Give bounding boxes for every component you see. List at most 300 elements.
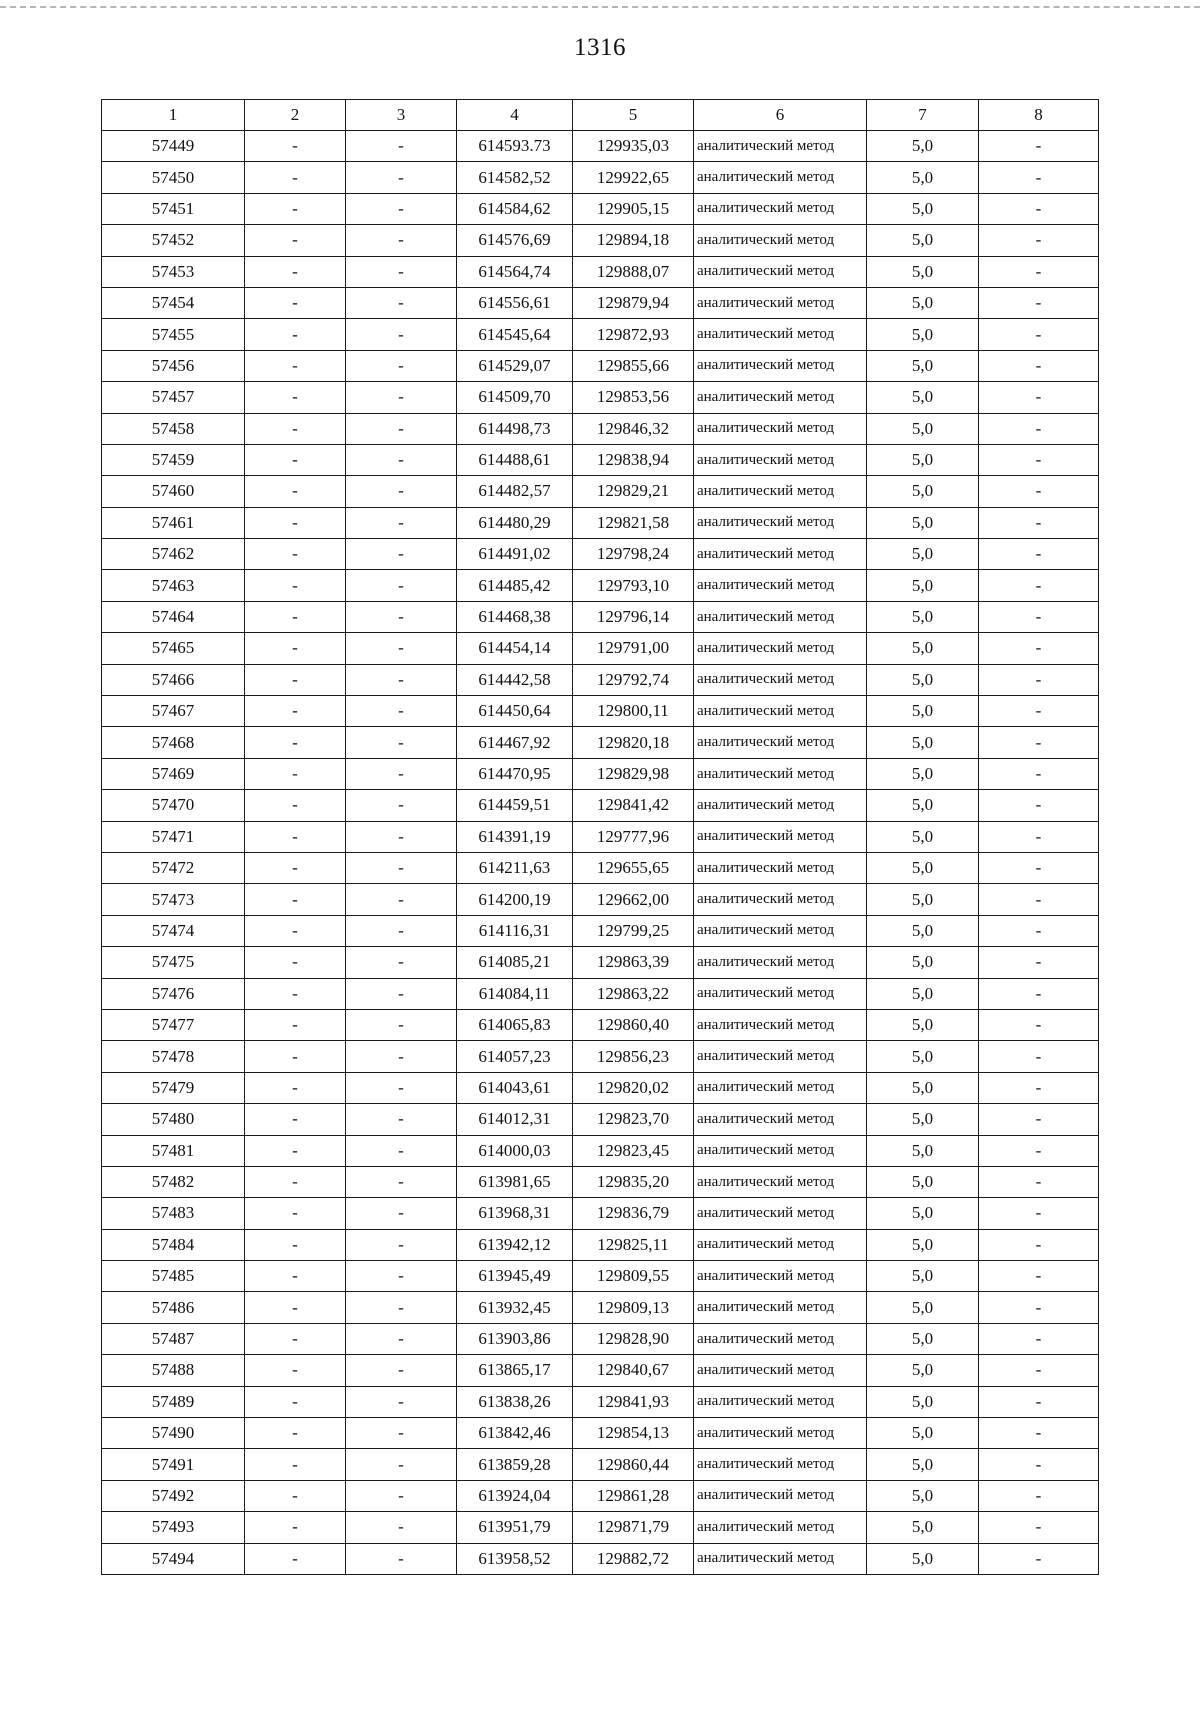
cell-col-3: - xyxy=(346,633,457,664)
cell-accuracy: 5,0 xyxy=(867,1198,979,1229)
cell-y-coordinate: 129841,93 xyxy=(573,1386,694,1417)
cell-col-2: - xyxy=(245,1229,346,1260)
cell-method: аналитический метод xyxy=(694,382,867,413)
cell-method: аналитический метод xyxy=(694,507,867,538)
cell-col-2: - xyxy=(245,915,346,946)
cell-method: аналитический метод xyxy=(694,884,867,915)
cell-method: аналитический метод xyxy=(694,1449,867,1480)
table-row xyxy=(102,915,1099,946)
table-row xyxy=(102,570,1099,601)
cell-col-2: - xyxy=(245,601,346,632)
cell-method: аналитический метод xyxy=(694,225,867,256)
cell-point-number: 57471 xyxy=(102,821,245,852)
cell-col-8: - xyxy=(979,1072,1099,1103)
cell-col-3: - xyxy=(346,1543,457,1574)
cell-point-number: 57485 xyxy=(102,1261,245,1292)
cell-col-8: - xyxy=(979,601,1099,632)
cell-col-2: - xyxy=(245,1135,346,1166)
cell-point-number: 57466 xyxy=(102,664,245,695)
cell-y-coordinate: 129655,65 xyxy=(573,852,694,883)
cell-col-2: - xyxy=(245,947,346,978)
cell-method: аналитический метод xyxy=(694,1323,867,1354)
cell-col-8: - xyxy=(979,758,1099,789)
table-row xyxy=(102,1480,1099,1511)
cell-col-2: - xyxy=(245,570,346,601)
cell-col-8: - xyxy=(979,1166,1099,1197)
cell-y-coordinate: 129860,44 xyxy=(573,1449,694,1480)
cell-col-2: - xyxy=(245,1449,346,1480)
cell-col-8: - xyxy=(979,444,1099,475)
table-row xyxy=(102,225,1099,256)
table-row xyxy=(102,193,1099,224)
cell-col-2: - xyxy=(245,162,346,193)
cell-x-coordinate: 614491,02 xyxy=(457,539,573,570)
cell-accuracy: 5,0 xyxy=(867,476,979,507)
cell-accuracy: 5,0 xyxy=(867,1292,979,1323)
cell-col-2: - xyxy=(245,1480,346,1511)
cell-col-8: - xyxy=(979,1323,1099,1354)
cell-col-8: - xyxy=(979,413,1099,444)
cell-col-8: - xyxy=(979,1135,1099,1166)
table-row xyxy=(102,476,1099,507)
cell-point-number: 57473 xyxy=(102,884,245,915)
cell-accuracy: 5,0 xyxy=(867,1009,979,1040)
cell-col-8: - xyxy=(979,1041,1099,1072)
cell-point-number: 57490 xyxy=(102,1418,245,1449)
table-row xyxy=(102,664,1099,695)
cell-col-8: - xyxy=(979,947,1099,978)
cell-col-3: - xyxy=(346,507,457,538)
cell-col-3: - xyxy=(346,1292,457,1323)
cell-col-2: - xyxy=(245,1072,346,1103)
table-row xyxy=(102,1009,1099,1040)
cell-col-8: - xyxy=(979,476,1099,507)
cell-x-coordinate: 614545,64 xyxy=(457,319,573,350)
column-header-5: 5 xyxy=(573,100,694,131)
cell-col-2: - xyxy=(245,1104,346,1135)
table-row xyxy=(102,1543,1099,1574)
cell-col-2: - xyxy=(245,539,346,570)
cell-x-coordinate: 614084,11 xyxy=(457,978,573,1009)
cell-col-3: - xyxy=(346,727,457,758)
cell-col-2: - xyxy=(245,1323,346,1354)
cell-col-3: - xyxy=(346,131,457,162)
cell-point-number: 57468 xyxy=(102,727,245,758)
column-header-2: 2 xyxy=(245,100,346,131)
cell-col-3: - xyxy=(346,1512,457,1543)
cell-x-coordinate: 614391,19 xyxy=(457,821,573,852)
cell-col-2: - xyxy=(245,319,346,350)
table-row xyxy=(102,1041,1099,1072)
cell-point-number: 57489 xyxy=(102,1386,245,1417)
cell-col-2: - xyxy=(245,225,346,256)
cell-point-number: 57464 xyxy=(102,601,245,632)
cell-y-coordinate: 129791,00 xyxy=(573,633,694,664)
cell-method: аналитический метод xyxy=(694,821,867,852)
cell-col-2: - xyxy=(245,821,346,852)
cell-x-coordinate: 614442,58 xyxy=(457,664,573,695)
cell-col-3: - xyxy=(346,287,457,318)
cell-col-8: - xyxy=(979,539,1099,570)
cell-col-2: - xyxy=(245,350,346,381)
table-row xyxy=(102,1229,1099,1260)
cell-x-coordinate: 614485,42 xyxy=(457,570,573,601)
table-row xyxy=(102,1512,1099,1543)
cell-method: аналитический метод xyxy=(694,539,867,570)
cell-point-number: 57482 xyxy=(102,1166,245,1197)
table-row xyxy=(102,1072,1099,1103)
cell-col-8: - xyxy=(979,225,1099,256)
cell-x-coordinate: 613968,31 xyxy=(457,1198,573,1229)
cell-point-number: 57458 xyxy=(102,413,245,444)
cell-col-3: - xyxy=(346,444,457,475)
cell-point-number: 57461 xyxy=(102,507,245,538)
cell-y-coordinate: 129853,56 xyxy=(573,382,694,413)
cell-point-number: 57492 xyxy=(102,1480,245,1511)
cell-y-coordinate: 129796,14 xyxy=(573,601,694,632)
table-row xyxy=(102,758,1099,789)
table-header xyxy=(102,100,1099,131)
cell-method: аналитический метод xyxy=(694,570,867,601)
cell-col-8: - xyxy=(979,915,1099,946)
cell-accuracy: 5,0 xyxy=(867,350,979,381)
cell-col-3: - xyxy=(346,1418,457,1449)
cell-col-3: - xyxy=(346,319,457,350)
cell-x-coordinate: 614065,83 xyxy=(457,1009,573,1040)
cell-col-2: - xyxy=(245,633,346,664)
cell-accuracy: 5,0 xyxy=(867,633,979,664)
cell-col-3: - xyxy=(346,915,457,946)
cell-method: аналитический метод xyxy=(694,1041,867,1072)
cell-accuracy: 5,0 xyxy=(867,162,979,193)
cell-y-coordinate: 129798,24 xyxy=(573,539,694,570)
cell-method: аналитический метод xyxy=(694,915,867,946)
coordinates-table xyxy=(101,99,1099,1575)
cell-col-8: - xyxy=(979,884,1099,915)
cell-y-coordinate: 129888,07 xyxy=(573,256,694,287)
cell-y-coordinate: 129894,18 xyxy=(573,225,694,256)
cell-point-number: 57479 xyxy=(102,1072,245,1103)
cell-point-number: 57465 xyxy=(102,633,245,664)
cell-x-coordinate: 614459,51 xyxy=(457,790,573,821)
cell-point-number: 57457 xyxy=(102,382,245,413)
cell-point-number: 57460 xyxy=(102,476,245,507)
table-row xyxy=(102,727,1099,758)
cell-method: аналитический метод xyxy=(694,287,867,318)
cell-y-coordinate: 129823,45 xyxy=(573,1135,694,1166)
cell-accuracy: 5,0 xyxy=(867,1166,979,1197)
cell-method: аналитический метод xyxy=(694,256,867,287)
cell-y-coordinate: 129856,23 xyxy=(573,1041,694,1072)
cell-col-2: - xyxy=(245,1261,346,1292)
cell-accuracy: 5,0 xyxy=(867,727,979,758)
table-row xyxy=(102,287,1099,318)
table-row xyxy=(102,852,1099,883)
cell-y-coordinate: 129846,32 xyxy=(573,413,694,444)
table-body xyxy=(102,131,1099,1575)
cell-x-coordinate: 613981,65 xyxy=(457,1166,573,1197)
table-row xyxy=(102,256,1099,287)
cell-col-2: - xyxy=(245,727,346,758)
cell-col-3: - xyxy=(346,1229,457,1260)
cell-point-number: 57470 xyxy=(102,790,245,821)
cell-col-2: - xyxy=(245,978,346,1009)
cell-x-coordinate: 614593.73 xyxy=(457,131,573,162)
cell-accuracy: 5,0 xyxy=(867,1386,979,1417)
cell-col-2: - xyxy=(245,413,346,444)
column-header-1: 1 xyxy=(102,100,245,131)
cell-x-coordinate: 614085,21 xyxy=(457,947,573,978)
table-row xyxy=(102,1386,1099,1417)
cell-method: аналитический метод xyxy=(694,444,867,475)
cell-method: аналитический метод xyxy=(694,1135,867,1166)
cell-point-number: 57450 xyxy=(102,162,245,193)
cell-accuracy: 5,0 xyxy=(867,319,979,350)
cell-x-coordinate: 614482,57 xyxy=(457,476,573,507)
cell-method: аналитический метод xyxy=(694,696,867,727)
cell-point-number: 57488 xyxy=(102,1355,245,1386)
cell-y-coordinate: 129809,55 xyxy=(573,1261,694,1292)
cell-accuracy: 5,0 xyxy=(867,507,979,538)
cell-accuracy: 5,0 xyxy=(867,287,979,318)
cell-accuracy: 5,0 xyxy=(867,1261,979,1292)
cell-method: аналитический метод xyxy=(694,1418,867,1449)
table-row xyxy=(102,1261,1099,1292)
cell-col-2: - xyxy=(245,1418,346,1449)
cell-accuracy: 5,0 xyxy=(867,978,979,1009)
cell-point-number: 57454 xyxy=(102,287,245,318)
table-row xyxy=(102,633,1099,664)
cell-col-2: - xyxy=(245,1512,346,1543)
cell-method: аналитический метод xyxy=(694,978,867,1009)
cell-y-coordinate: 129820,18 xyxy=(573,727,694,758)
cell-col-3: - xyxy=(346,664,457,695)
cell-method: аналитический метод xyxy=(694,1386,867,1417)
cell-point-number: 57491 xyxy=(102,1449,245,1480)
cell-x-coordinate: 613951,79 xyxy=(457,1512,573,1543)
cell-col-2: - xyxy=(245,884,346,915)
cell-col-8: - xyxy=(979,1543,1099,1574)
cell-col-2: - xyxy=(245,1543,346,1574)
cell-accuracy: 5,0 xyxy=(867,1041,979,1072)
cell-col-8: - xyxy=(979,319,1099,350)
cell-method: аналитический метод xyxy=(694,1009,867,1040)
cell-col-8: - xyxy=(979,287,1099,318)
cell-x-coordinate: 614467,92 xyxy=(457,727,573,758)
cell-point-number: 57478 xyxy=(102,1041,245,1072)
cell-point-number: 57462 xyxy=(102,539,245,570)
cell-y-coordinate: 129799,25 xyxy=(573,915,694,946)
cell-col-8: - xyxy=(979,193,1099,224)
cell-col-3: - xyxy=(346,852,457,883)
cell-method: аналитический метод xyxy=(694,1104,867,1135)
cell-col-3: - xyxy=(346,1041,457,1072)
cell-col-3: - xyxy=(346,382,457,413)
cell-point-number: 57481 xyxy=(102,1135,245,1166)
cell-accuracy: 5,0 xyxy=(867,790,979,821)
cell-col-2: - xyxy=(245,664,346,695)
cell-col-3: - xyxy=(346,978,457,1009)
cell-col-2: - xyxy=(245,1355,346,1386)
cell-y-coordinate: 129922,65 xyxy=(573,162,694,193)
cell-point-number: 57469 xyxy=(102,758,245,789)
cell-col-8: - xyxy=(979,978,1099,1009)
cell-point-number: 57472 xyxy=(102,852,245,883)
cell-x-coordinate: 614450,64 xyxy=(457,696,573,727)
table-row xyxy=(102,947,1099,978)
cell-col-8: - xyxy=(979,1449,1099,1480)
cell-col-3: - xyxy=(346,1480,457,1511)
cell-point-number: 57480 xyxy=(102,1104,245,1135)
table-row xyxy=(102,382,1099,413)
cell-method: аналитический метод xyxy=(694,350,867,381)
cell-col-3: - xyxy=(346,821,457,852)
cell-col-8: - xyxy=(979,1418,1099,1449)
cell-x-coordinate: 613942,12 xyxy=(457,1229,573,1260)
cell-y-coordinate: 129823,70 xyxy=(573,1104,694,1135)
cell-col-2: - xyxy=(245,1198,346,1229)
cell-col-3: - xyxy=(346,1261,457,1292)
cell-point-number: 57451 xyxy=(102,193,245,224)
cell-col-3: - xyxy=(346,1323,457,1354)
table-row xyxy=(102,507,1099,538)
cell-accuracy: 5,0 xyxy=(867,947,979,978)
cell-col-3: - xyxy=(346,1009,457,1040)
cell-y-coordinate: 129829,21 xyxy=(573,476,694,507)
cell-x-coordinate: 614454,14 xyxy=(457,633,573,664)
cell-x-coordinate: 613842,46 xyxy=(457,1418,573,1449)
cell-point-number: 57486 xyxy=(102,1292,245,1323)
cell-col-3: - xyxy=(346,1449,457,1480)
cell-method: аналитический метод xyxy=(694,758,867,789)
cell-method: аналитический метод xyxy=(694,476,867,507)
cell-accuracy: 5,0 xyxy=(867,225,979,256)
cell-col-3: - xyxy=(346,884,457,915)
column-header-4: 4 xyxy=(457,100,573,131)
cell-accuracy: 5,0 xyxy=(867,1418,979,1449)
table-row xyxy=(102,444,1099,475)
cell-method: аналитический метод xyxy=(694,1166,867,1197)
table-row xyxy=(102,601,1099,632)
cell-x-coordinate: 614043,61 xyxy=(457,1072,573,1103)
cell-col-3: - xyxy=(346,1386,457,1417)
cell-y-coordinate: 129793,10 xyxy=(573,570,694,601)
cell-col-2: - xyxy=(245,256,346,287)
cell-method: аналитический метод xyxy=(694,1261,867,1292)
cell-method: аналитический метод xyxy=(694,319,867,350)
cell-accuracy: 5,0 xyxy=(867,539,979,570)
cell-col-2: - xyxy=(245,1166,346,1197)
cell-col-8: - xyxy=(979,350,1099,381)
cell-accuracy: 5,0 xyxy=(867,1449,979,1480)
table-row xyxy=(102,1292,1099,1323)
cell-col-8: - xyxy=(979,696,1099,727)
cell-y-coordinate: 129882,72 xyxy=(573,1543,694,1574)
cell-col-2: - xyxy=(245,287,346,318)
cell-col-2: - xyxy=(245,476,346,507)
cell-method: аналитический метод xyxy=(694,1355,867,1386)
cell-y-coordinate: 129872,93 xyxy=(573,319,694,350)
cell-accuracy: 5,0 xyxy=(867,382,979,413)
cell-y-coordinate: 129863,22 xyxy=(573,978,694,1009)
cell-point-number: 57474 xyxy=(102,915,245,946)
cell-method: аналитический метод xyxy=(694,664,867,695)
column-header-6: 6 xyxy=(694,100,867,131)
cell-x-coordinate: 614200,19 xyxy=(457,884,573,915)
cell-x-coordinate: 614468,38 xyxy=(457,601,573,632)
cell-accuracy: 5,0 xyxy=(867,570,979,601)
cell-col-8: - xyxy=(979,1292,1099,1323)
cell-y-coordinate: 129825,11 xyxy=(573,1229,694,1260)
cell-accuracy: 5,0 xyxy=(867,193,979,224)
cell-method: аналитический метод xyxy=(694,162,867,193)
cell-col-8: - xyxy=(979,852,1099,883)
cell-y-coordinate: 129809,13 xyxy=(573,1292,694,1323)
cell-y-coordinate: 129871,79 xyxy=(573,1512,694,1543)
cell-point-number: 57453 xyxy=(102,256,245,287)
cell-point-number: 57493 xyxy=(102,1512,245,1543)
cell-y-coordinate: 129828,90 xyxy=(573,1323,694,1354)
cell-col-3: - xyxy=(346,225,457,256)
cell-x-coordinate: 613865,17 xyxy=(457,1355,573,1386)
cell-method: аналитический метод xyxy=(694,1292,867,1323)
cell-y-coordinate: 129879,94 xyxy=(573,287,694,318)
cell-y-coordinate: 129935,03 xyxy=(573,131,694,162)
cell-col-3: - xyxy=(346,758,457,789)
cell-col-2: - xyxy=(245,1386,346,1417)
cell-col-8: - xyxy=(979,1386,1099,1417)
cell-y-coordinate: 129800,11 xyxy=(573,696,694,727)
cell-method: аналитический метод xyxy=(694,193,867,224)
cell-point-number: 57455 xyxy=(102,319,245,350)
cell-method: аналитический метод xyxy=(694,790,867,821)
cell-col-2: - xyxy=(245,382,346,413)
column-header-3: 3 xyxy=(346,100,457,131)
cell-col-2: - xyxy=(245,444,346,475)
cell-y-coordinate: 129905,15 xyxy=(573,193,694,224)
cell-x-coordinate: 614564,74 xyxy=(457,256,573,287)
cell-col-2: - xyxy=(245,696,346,727)
cell-col-8: - xyxy=(979,507,1099,538)
cell-accuracy: 5,0 xyxy=(867,1480,979,1511)
cell-x-coordinate: 614000,03 xyxy=(457,1135,573,1166)
cell-col-3: - xyxy=(346,570,457,601)
cell-accuracy: 5,0 xyxy=(867,664,979,695)
table-row xyxy=(102,413,1099,444)
cell-method: аналитический метод xyxy=(694,633,867,664)
cell-x-coordinate: 613945,49 xyxy=(457,1261,573,1292)
cell-y-coordinate: 129792,74 xyxy=(573,664,694,695)
cell-y-coordinate: 129861,28 xyxy=(573,1480,694,1511)
cell-x-coordinate: 614012,31 xyxy=(457,1104,573,1135)
cell-accuracy: 5,0 xyxy=(867,1512,979,1543)
table-row xyxy=(102,1323,1099,1354)
cell-point-number: 57483 xyxy=(102,1198,245,1229)
cell-col-8: - xyxy=(979,633,1099,664)
page-number: 1316 xyxy=(574,34,626,61)
cell-col-8: - xyxy=(979,162,1099,193)
cell-method: аналитический метод xyxy=(694,1229,867,1260)
cell-col-2: - xyxy=(245,852,346,883)
cell-accuracy: 5,0 xyxy=(867,915,979,946)
cell-y-coordinate: 129838,94 xyxy=(573,444,694,475)
cell-accuracy: 5,0 xyxy=(867,131,979,162)
cell-y-coordinate: 129854,13 xyxy=(573,1418,694,1449)
cell-col-3: - xyxy=(346,350,457,381)
cell-x-coordinate: 614584,62 xyxy=(457,193,573,224)
cell-method: аналитический метод xyxy=(694,852,867,883)
cell-col-8: - xyxy=(979,790,1099,821)
